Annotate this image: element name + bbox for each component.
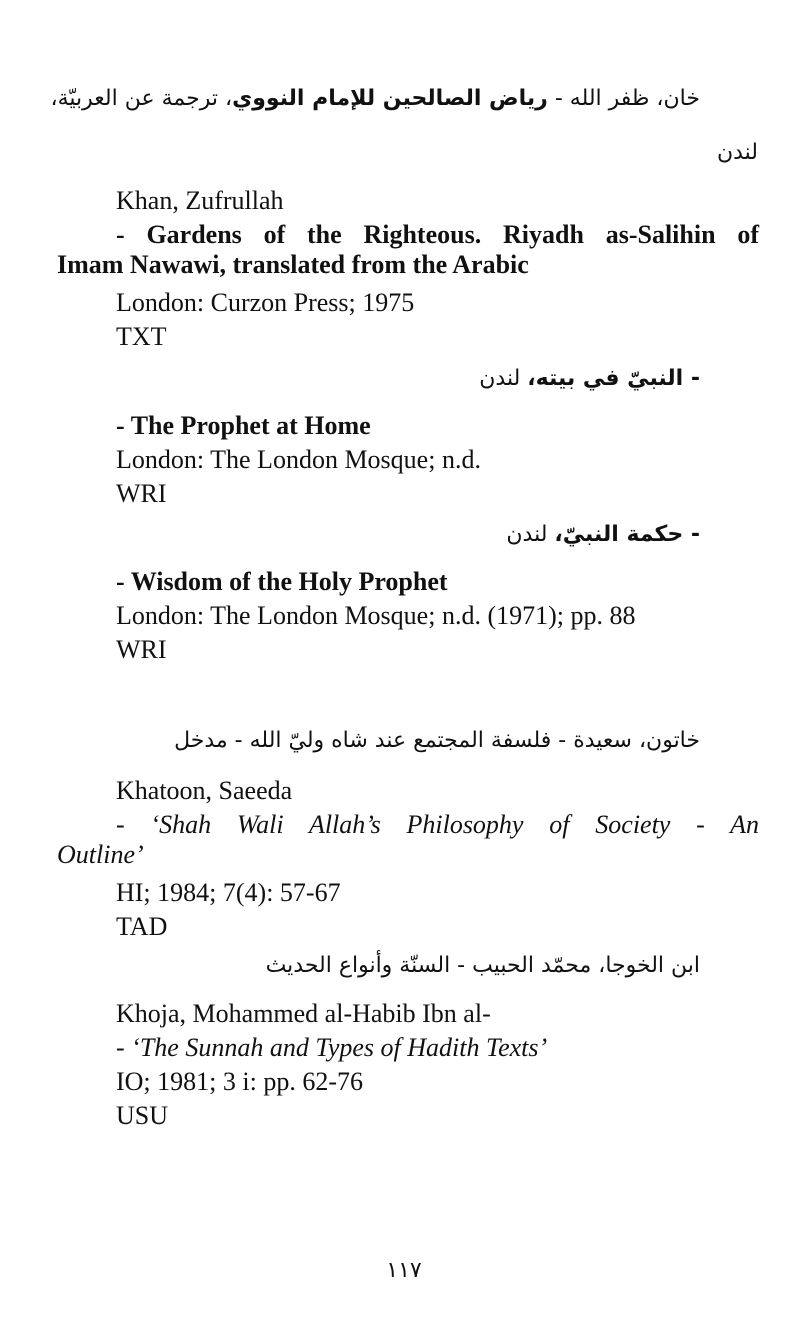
entry-title: - ‘The Sunnah and Types of Hadith Texts’ [116, 1033, 548, 1062]
arabic-heading-continuation: لندن [716, 140, 758, 165]
publication-info: London: The London Mosque; n.d. (1971); pp. 88 [116, 601, 636, 630]
arabic-heading-khatoon: خاتون، سعيدة - فلسفة المجتمع عند شاه وليّ الله - مدخل [174, 728, 700, 753]
entry-title [57, 810, 759, 870]
arabic-heading-khan-zufrullah [51, 86, 701, 111]
publication-info: London: The London Mosque; n.d. [116, 445, 481, 474]
arabic-heading-title: - حكمة النبيّ، [554, 522, 700, 547]
arabic-heading-title: - النبيّ في بيته، [527, 366, 700, 391]
author-name: Khan, Zufrullah [116, 186, 284, 215]
entry-title-line-2: Imam Nawawi, translated from the Arabic [57, 250, 529, 279]
author-name: Khatoon, Saeeda [116, 776, 293, 805]
page-number: ١١٧ [386, 1258, 422, 1283]
entry-title: - The Prophet at Home [116, 411, 371, 440]
publication-info: HI; 1984; 7(4): 57-67 [116, 878, 341, 907]
publication-info: IO; 1981; 3 i: pp. 62-76 [116, 1067, 363, 1096]
subject-code: TXT [116, 322, 167, 351]
entry-title-line-1: - ‘Shah Wali Allah’s Philosophy of Society - An [116, 810, 759, 839]
arabic-heading-wisdom [506, 522, 700, 547]
subject-code: USU [116, 1101, 169, 1130]
arabic-heading-prophet-at-home [479, 366, 700, 391]
publication-info: London: Curzon Press; 1975 [116, 288, 415, 317]
entry-title-line-2: Outline’ [57, 840, 144, 869]
subject-code: TAD [116, 912, 168, 941]
arabic-heading-title: رياض الصالحين للإمام النووي [232, 86, 548, 111]
entry-title-line-1: - Gardens of the Righteous. Riyadh as-Salihin of [116, 220, 759, 249]
arabic-heading-pre: خان، ظفر الله - [547, 86, 700, 111]
subject-code: WRI [116, 635, 167, 664]
arabic-heading-khoja: ابن الخوجا، محمّد الحبيب - السنّة وأنواع الحديث [265, 953, 700, 978]
subject-code: WRI [116, 479, 167, 508]
arabic-heading-post: ، ترجمة عن العربيّة، [50, 86, 233, 111]
author-name: Khoja, Mohammed al-Habib Ibn al- [116, 999, 491, 1028]
arabic-heading-post: لندن [506, 522, 555, 547]
entry-title [57, 220, 759, 280]
arabic-heading-post: لندن [479, 366, 528, 391]
entry-title: - Wisdom of the Holy Prophet [116, 567, 448, 596]
